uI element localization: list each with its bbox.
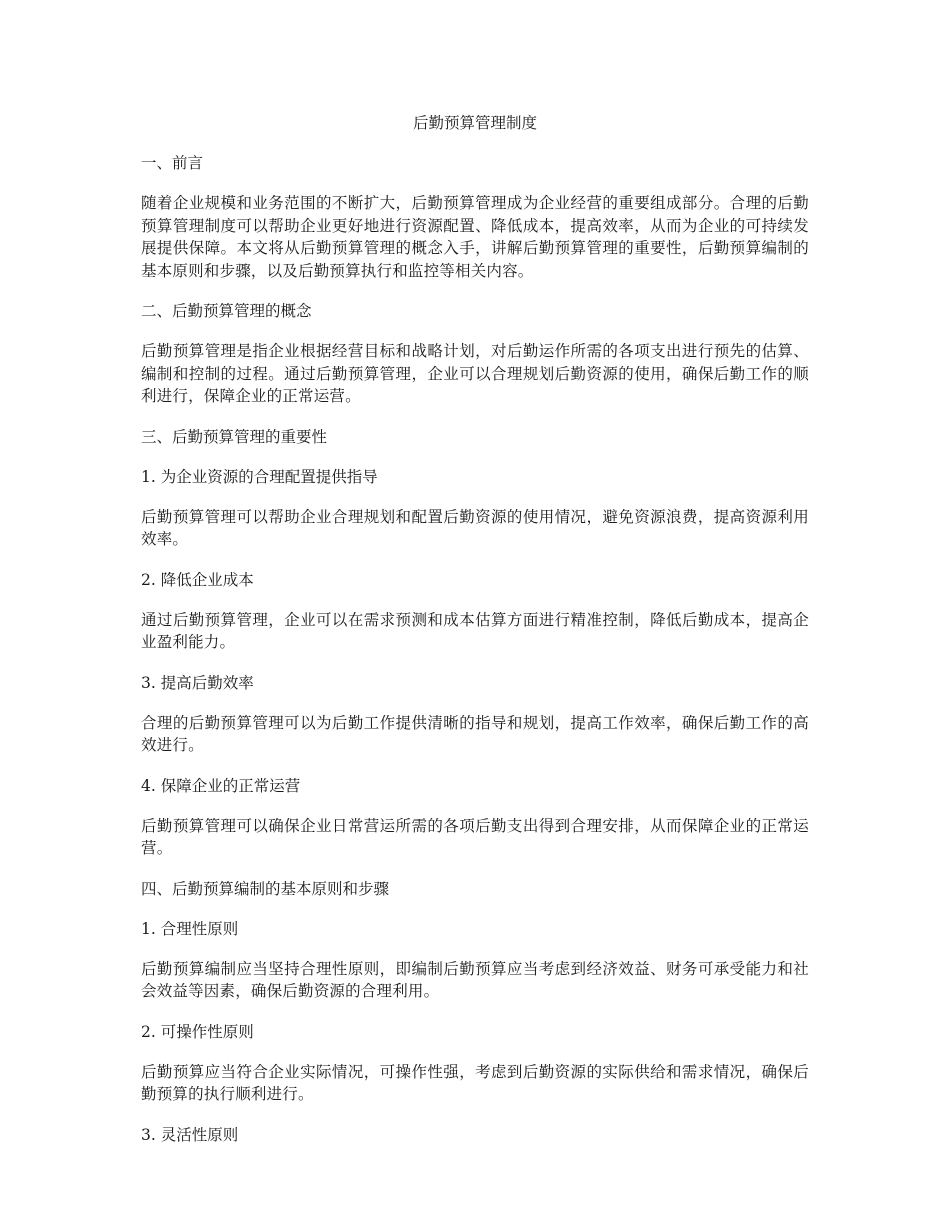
paragraph-preface: 随着企业规模和业务范围的不断扩大，后勤预算管理成为企业经营的重要组成部分。合理的后勤预算管理制度可以帮助企业更好地进行资源配置、降低成本，提高效率，从而为企业的可持续发展提供保障。本文将从后勤预算管理的概念入手，讲解后勤预算管理的重要性，后勤预算编制的基本原则和步骤，以及后勤预算执行和监控等相关内容。: [141, 194, 809, 280]
subheading-normal-operation: 4. 保障企业的正常运营: [141, 776, 301, 795]
paragraph-normal-operation: 后勤预算管理可以确保企业日常营运所需的各项后勤支出得到合理安排，从而保障企业的正常运营。: [141, 816, 809, 857]
document-page: [141, 112, 809, 1164]
paragraph-resource-allocation: 后勤预算管理可以帮助企业合理规划和配置后勤资源的使用情况，避免资源浪费，提高资源利用效率。: [141, 507, 809, 548]
subheading-resource-allocation: 1. 为企业资源的合理配置提供指导: [141, 467, 378, 486]
subheading-operability: 2. 可操作性原则: [141, 1022, 254, 1041]
section-heading-preface: 一、前言: [141, 154, 204, 172]
paragraph-reduce-cost: 通过后勤预算管理，企业可以在需求预测和成本估算方面进行精准控制，降低后勤成本，提高企业盈利能力。: [141, 610, 809, 651]
subheading-reduce-cost: 2. 降低企业成本: [141, 570, 254, 589]
subheading-improve-efficiency: 3. 提高后勤效率: [141, 673, 254, 692]
paragraph-improve-efficiency: 合理的后勤预算管理可以为后勤工作提供清晰的指导和规划，提高工作效率，确保后勤工作的高效进行。: [141, 713, 809, 754]
section-heading-principles: 四、后勤预算编制的基本原则和步骤: [141, 879, 390, 898]
section-heading-concept: 二、后勤预算管理的概念: [141, 302, 312, 320]
subheading-rationality: 1. 合理性原则: [141, 919, 239, 938]
paragraph-operability: 后勤预算应当符合企业实际情况，可操作性强，考虑到后勤资源的实际供给和需求情况，确保后勤预算的执行顺利进行。: [141, 1062, 809, 1103]
paragraph-rationality: 后勤预算编制应当坚持合理性原则，即编制后勤预算应当考虑到经济效益、财务可承受能力和社会效益等因素，确保后勤资源的合理利用。: [141, 959, 809, 1000]
subheading-flexibility: 3. 灵活性原则: [141, 1125, 239, 1144]
section-heading-importance: 三、后勤预算管理的重要性: [141, 427, 328, 446]
document-title: 后勤预算管理制度: [412, 114, 537, 132]
paragraph-concept: 后勤预算管理是指企业根据经营目标和战略计划，对后勤运作所需的各项支出进行预先的估算、编制和控制的过程。通过后勤预算管理，企业可以合理规划后勤资源的使用，确保后勤工作的顺利进行，保障企业的正常运营。: [141, 342, 809, 405]
